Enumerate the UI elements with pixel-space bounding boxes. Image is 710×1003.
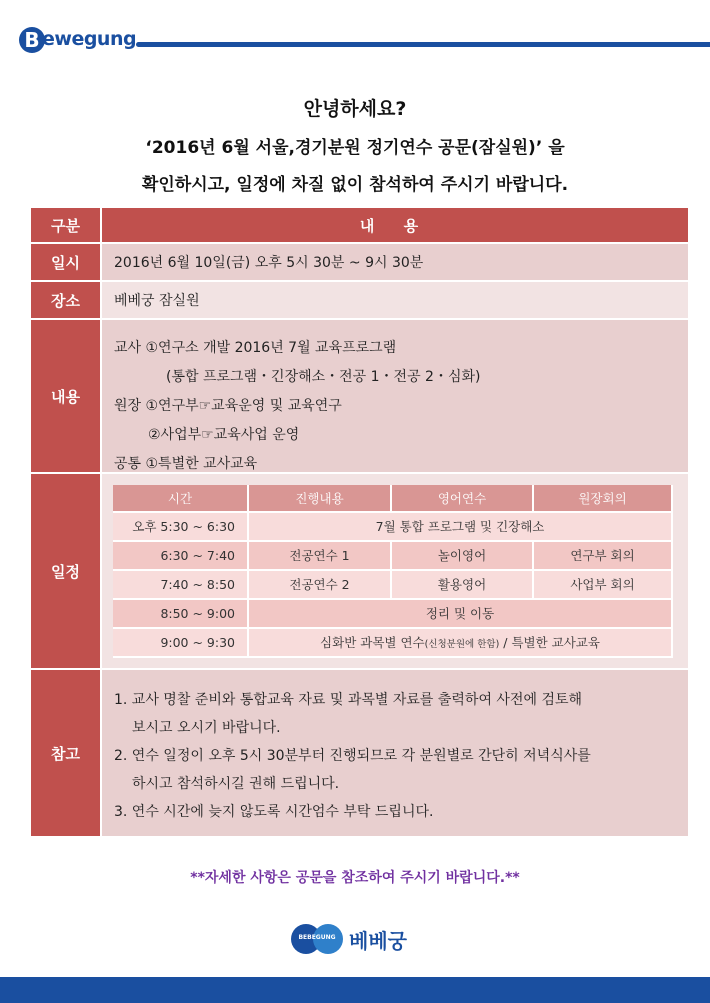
content-line: ②사업부☞교육사업 운영 [148, 427, 300, 443]
schedule-row-item [113, 600, 673, 629]
date-value: 2016년 6월 10일(금) 오후 5시 30분 ~ 9시 30분 [102, 244, 688, 282]
greeting-title: 안녕하세요? [303, 98, 407, 120]
place-row [31, 282, 688, 320]
schedule-cell: 활용영어 [392, 571, 534, 600]
note-line: 2. 연수 일정이 오후 5시 30분부터 진행되므로 각 분원별로 간단히 저녁식사를 [114, 748, 591, 764]
footer-note: **자세한 사항은 공문을 참조하여 주시기 바랍니다.** [190, 870, 520, 886]
content-label: 내용 [31, 320, 102, 474]
content-row [31, 320, 688, 474]
schedule-merged-cell [249, 629, 673, 658]
notes-value [102, 670, 688, 838]
place-value: 베베궁 잠실원 [102, 282, 688, 320]
header-label: 구분 [31, 208, 102, 244]
bewegung-logo-text: ewegung [42, 28, 137, 50]
schedule-header-row [113, 485, 673, 513]
schedule-cell: 연구부 회의 [534, 542, 673, 571]
column-header: 원장회의 [534, 485, 673, 513]
content-line: 공통 ①특별한 교사교육 [114, 456, 258, 472]
schedule-merged-cell: 정리 및 이동 [249, 600, 673, 629]
schedule-cell: 전공연수 1 [249, 542, 392, 571]
column-header: 시간 [113, 485, 249, 513]
place-label: 장소 [31, 282, 102, 320]
schedule-time: 8:50 ~ 9:00 [113, 600, 249, 629]
notes-row [31, 670, 688, 838]
note-line: 보시고 오시기 바랍니다. [132, 720, 281, 736]
merged-text-a: 심화반 과목별 연수 [320, 635, 425, 650]
bewegung-logo-mark: B [19, 27, 45, 53]
page-header [0, 24, 710, 64]
schedule-cell: 놀이영어 [392, 542, 534, 571]
content-value [102, 320, 688, 474]
schedule-row [31, 474, 688, 670]
logo-text: 베베궁 [349, 929, 407, 953]
schedule-time: 6:30 ~ 7:40 [113, 542, 249, 571]
schedule-label: 일정 [31, 474, 102, 670]
bebegung-logo [291, 922, 413, 958]
logo-small-text: BEBEGUNG [298, 934, 336, 941]
note-line: 3. 연수 시간에 늦지 않도록 시간엄수 부탁 드립니다. [114, 804, 434, 820]
merged-text-b: / 특별한 교사교육 [499, 635, 600, 650]
footer-bar [0, 977, 710, 1003]
date-row [31, 244, 688, 282]
date-label: 일시 [31, 244, 102, 282]
header-value: 내 용 [102, 208, 688, 244]
schedule-merged-cell: 7월 통합 프로그램 및 긴장해소 [249, 513, 673, 542]
content-line: 교사 ①연구소 개발 2016년 7월 교육프로그램 [114, 340, 397, 356]
schedule-time: 9:00 ~ 9:30 [113, 629, 249, 658]
header-rule [136, 42, 710, 47]
merged-text-small: (신청분원에 한함) [424, 639, 500, 650]
schedule-time: 오후 5:30 ~ 6:30 [113, 513, 249, 542]
schedule-cell: 사업부 회의 [534, 571, 673, 600]
table-header-row [31, 208, 688, 244]
content-line: 원장 ①연구부☞교육운영 및 교육연구 [114, 398, 342, 414]
schedule-value [102, 474, 688, 670]
note-line: 1. 교사 명찰 준비와 통합교육 자료 및 과목별 자료를 출력하여 사전에 검토해 [114, 692, 583, 708]
greeting-line-3: 확인하시고, 일정에 차질 없이 참석하여 주시기 바랍니다. [141, 175, 569, 195]
schedule-time: 7:40 ~ 8:50 [113, 571, 249, 600]
greeting-line-2: ‘2016년 6월 서울,경기분원 정기연수 공문(잠실원)’ 을 [145, 138, 565, 158]
notes-label: 참고 [31, 670, 102, 838]
schedule-row-item [113, 629, 673, 658]
schedule-row-item [113, 542, 673, 571]
note-line: 하시고 참석하시길 권해 드립니다. [132, 776, 340, 792]
column-header: 진행내용 [249, 485, 392, 513]
column-header: 영어연수 [392, 485, 534, 513]
info-table [31, 208, 688, 838]
schedule-table [113, 485, 673, 658]
schedule-cell: 전공연수 2 [249, 571, 392, 600]
content-line: (통합 프로그램・긴장해소・전공 1・전공 2・심화) [166, 369, 481, 385]
schedule-row-item [113, 513, 673, 542]
schedule-row-item [113, 571, 673, 600]
